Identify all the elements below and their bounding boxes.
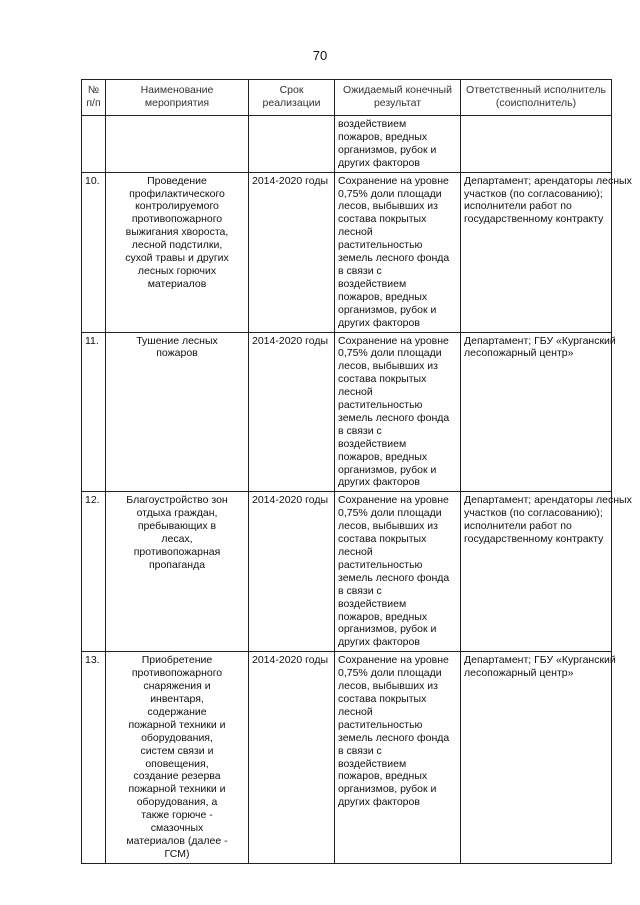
text-line: в связи с (338, 264, 382, 277)
text-line: лесов, выбывших из (338, 200, 438, 213)
text-line: лесов, выбывших из (338, 680, 438, 693)
cell-num: 10. (82, 172, 106, 332)
header-name (106, 80, 249, 116)
table-row (82, 172, 612, 332)
text-line: Сохранение на уровне (338, 494, 449, 507)
text-line: материалов (далее - (126, 834, 228, 847)
text-line: оборудования, (141, 731, 213, 744)
text-line: лесов, выбывших из (338, 520, 438, 533)
text-line: пропаганда (148, 558, 206, 571)
text-line: сухой травы и других (125, 252, 229, 265)
text-line: противопожарная (133, 546, 221, 558)
text-line: участков (по согласованию); (464, 507, 603, 520)
text-line: состава покрытых (338, 692, 427, 705)
text-line: организмов, рубок и (338, 143, 437, 156)
text-line: пожаров, вредных (338, 610, 428, 623)
text-line: создание резерва (133, 770, 221, 783)
text-line: оборудования, а (136, 796, 218, 809)
text-line: контролируемого (135, 200, 219, 213)
text-line: пожаров, вредных (338, 450, 428, 463)
text-line: состава покрытых (338, 533, 427, 546)
cell-term: 2014-2020 годы (249, 332, 335, 492)
text-line: № (87, 84, 100, 96)
cell-name (106, 116, 249, 173)
table-row (82, 332, 612, 492)
text-line: противопожарного (131, 213, 223, 226)
text-line: Департамент; арендаторы лесных (464, 174, 632, 187)
cell-term: 2014-2020 годы (249, 652, 335, 864)
text-line: земель лесного фонда (338, 731, 450, 744)
text-line: 0,75% доли площади (338, 187, 442, 200)
text-line: выжигания хвороста, (125, 226, 229, 239)
header-num (82, 80, 106, 116)
text-line: воздействием (338, 437, 407, 450)
text-line: лесной подстилки, (131, 239, 223, 252)
header-term (249, 80, 335, 116)
text-line: профилактического (129, 187, 225, 200)
text-line: Сохранение на уровне (338, 654, 449, 667)
header-result (335, 80, 461, 116)
text-line: воздействием (338, 597, 407, 610)
cell-result (335, 116, 461, 173)
text-line: исполнители работ по (464, 520, 572, 533)
text-line: лесной (338, 546, 373, 558)
table-row (82, 492, 612, 652)
text-line: лесопожарный центр» (464, 347, 574, 360)
text-line: Департамент; ГБУ «Курганский (464, 334, 616, 347)
text-line: в связи с (338, 424, 382, 437)
text-line: Ожидаемый конечный (343, 84, 452, 96)
text-line: воздействием (338, 277, 407, 290)
text-line: пребывающих в (137, 520, 217, 533)
cell-result (335, 332, 461, 492)
text-line: оповещения, (145, 757, 209, 770)
text-line: п/п (86, 96, 101, 109)
cell-name (106, 172, 249, 332)
text-line: мероприятия (144, 96, 210, 109)
text-line: 0,75% доли площади (338, 667, 442, 680)
text-line: пожарной техники и (128, 783, 226, 796)
text-line: лесной (338, 705, 373, 718)
text-line: снаряжения и (143, 680, 211, 693)
cell-term: 2014-2020 годы (249, 492, 335, 652)
text-line: 0,75% доли площади (338, 347, 442, 360)
measures-table (81, 79, 632, 864)
cell-num: 13. (82, 652, 106, 864)
text-line: Департамент; ГБУ «Курганский (464, 654, 616, 667)
page-number: 70 (312, 48, 328, 63)
cell-name (106, 652, 249, 864)
text-line: воздействием (338, 118, 407, 130)
text-line: Департамент; арендаторы лесных (464, 494, 632, 507)
text-line: состава покрытых (338, 373, 427, 386)
text-line: отдыха граждан, (136, 507, 218, 520)
text-line: государственному контракту (464, 533, 604, 546)
cell-num (82, 116, 106, 173)
text-line: лесной (338, 386, 373, 399)
cell-responsible (461, 332, 616, 492)
text-line: организмов, рубок и (338, 463, 437, 476)
text-line: растительностью (338, 558, 423, 571)
text-line: смазочных (150, 822, 204, 835)
text-line: (соисполнитель) (495, 96, 577, 109)
table-header-row (82, 80, 612, 116)
text-line: содержание (147, 705, 207, 718)
text-line: других факторов (338, 156, 420, 169)
header-responsible (461, 80, 612, 116)
text-line: других факторов (338, 636, 420, 649)
text-line: организмов, рубок и (338, 783, 437, 796)
text-line: других факторов (338, 316, 420, 329)
text-line: инвентаря, (150, 692, 204, 705)
text-line: земель лесного фонда (338, 571, 450, 584)
text-line: Приобретение (141, 654, 213, 667)
cell-responsible (461, 116, 612, 173)
text-line: пожаров, вредных (338, 290, 428, 303)
text-line: лесной (338, 226, 373, 239)
text-line: 0,75% доли площади (338, 507, 442, 520)
text-line: в связи с (338, 584, 382, 597)
text-line: лесов, выбывших из (338, 360, 438, 373)
text-line: растительностью (338, 718, 423, 731)
text-line: результат (373, 96, 422, 109)
text-line: участков (по согласованию); (464, 187, 603, 200)
text-line: состава покрытых (338, 213, 427, 226)
text-line: других факторов (338, 476, 420, 489)
text-line: Ответственный исполнитель (466, 84, 606, 96)
cell-term: 2014-2020 годы (249, 172, 335, 332)
text-line: противопожарного (131, 667, 223, 680)
text-line: лесах, (161, 533, 193, 546)
cell-num: 11. (82, 332, 106, 492)
text-line: земель лесного фонда (338, 411, 450, 424)
text-line: организмов, рубок и (338, 303, 437, 316)
cell-term (249, 116, 335, 173)
text-line: также горюче - (141, 809, 213, 822)
text-line: других факторов (338, 796, 420, 809)
text-line: организмов, рубок и (338, 623, 437, 636)
text-line: лесопожарный центр» (464, 667, 574, 680)
cell-name (106, 492, 249, 652)
text-line: пожаров, вредных (338, 770, 428, 783)
text-line: реализации (262, 96, 321, 109)
text-line: систем связи и (140, 744, 214, 757)
text-line: материалов (147, 277, 207, 290)
cell-num: 12. (82, 492, 106, 652)
cell-responsible (461, 172, 632, 332)
cell-responsible (461, 492, 632, 652)
text-line: лесных горючих (137, 264, 217, 277)
cell-result (335, 492, 461, 652)
text-line: Сохранение на уровне (338, 174, 449, 187)
text-line: Благоустройство зон (126, 494, 228, 507)
text-line: растительностью (338, 239, 423, 252)
text-line: ГСМ) (164, 847, 190, 860)
cell-responsible (461, 652, 616, 864)
text-line: пожаров (156, 347, 198, 360)
text-line: пожарной техники и (128, 718, 226, 731)
table-row (82, 652, 612, 864)
text-line: Сохранение на уровне (338, 334, 449, 347)
text-line: государственному контракту (464, 213, 604, 226)
text-line: в связи с (338, 744, 382, 757)
cell-result (335, 652, 461, 864)
continuation-row (82, 116, 612, 173)
text-line: Наименование (140, 84, 214, 96)
text-line: Срок (279, 84, 304, 96)
cell-name (106, 332, 249, 492)
text-line: Проведение (147, 174, 207, 187)
text-line: земель лесного фонда (338, 252, 450, 265)
text-line: воздействием (338, 757, 407, 770)
text-line: пожаров, вредных (338, 130, 428, 143)
text-line: Тушение лесных (136, 334, 218, 347)
cell-result (335, 172, 461, 332)
text-line: растительностью (338, 399, 423, 412)
text-line: исполнители работ по (464, 200, 572, 213)
